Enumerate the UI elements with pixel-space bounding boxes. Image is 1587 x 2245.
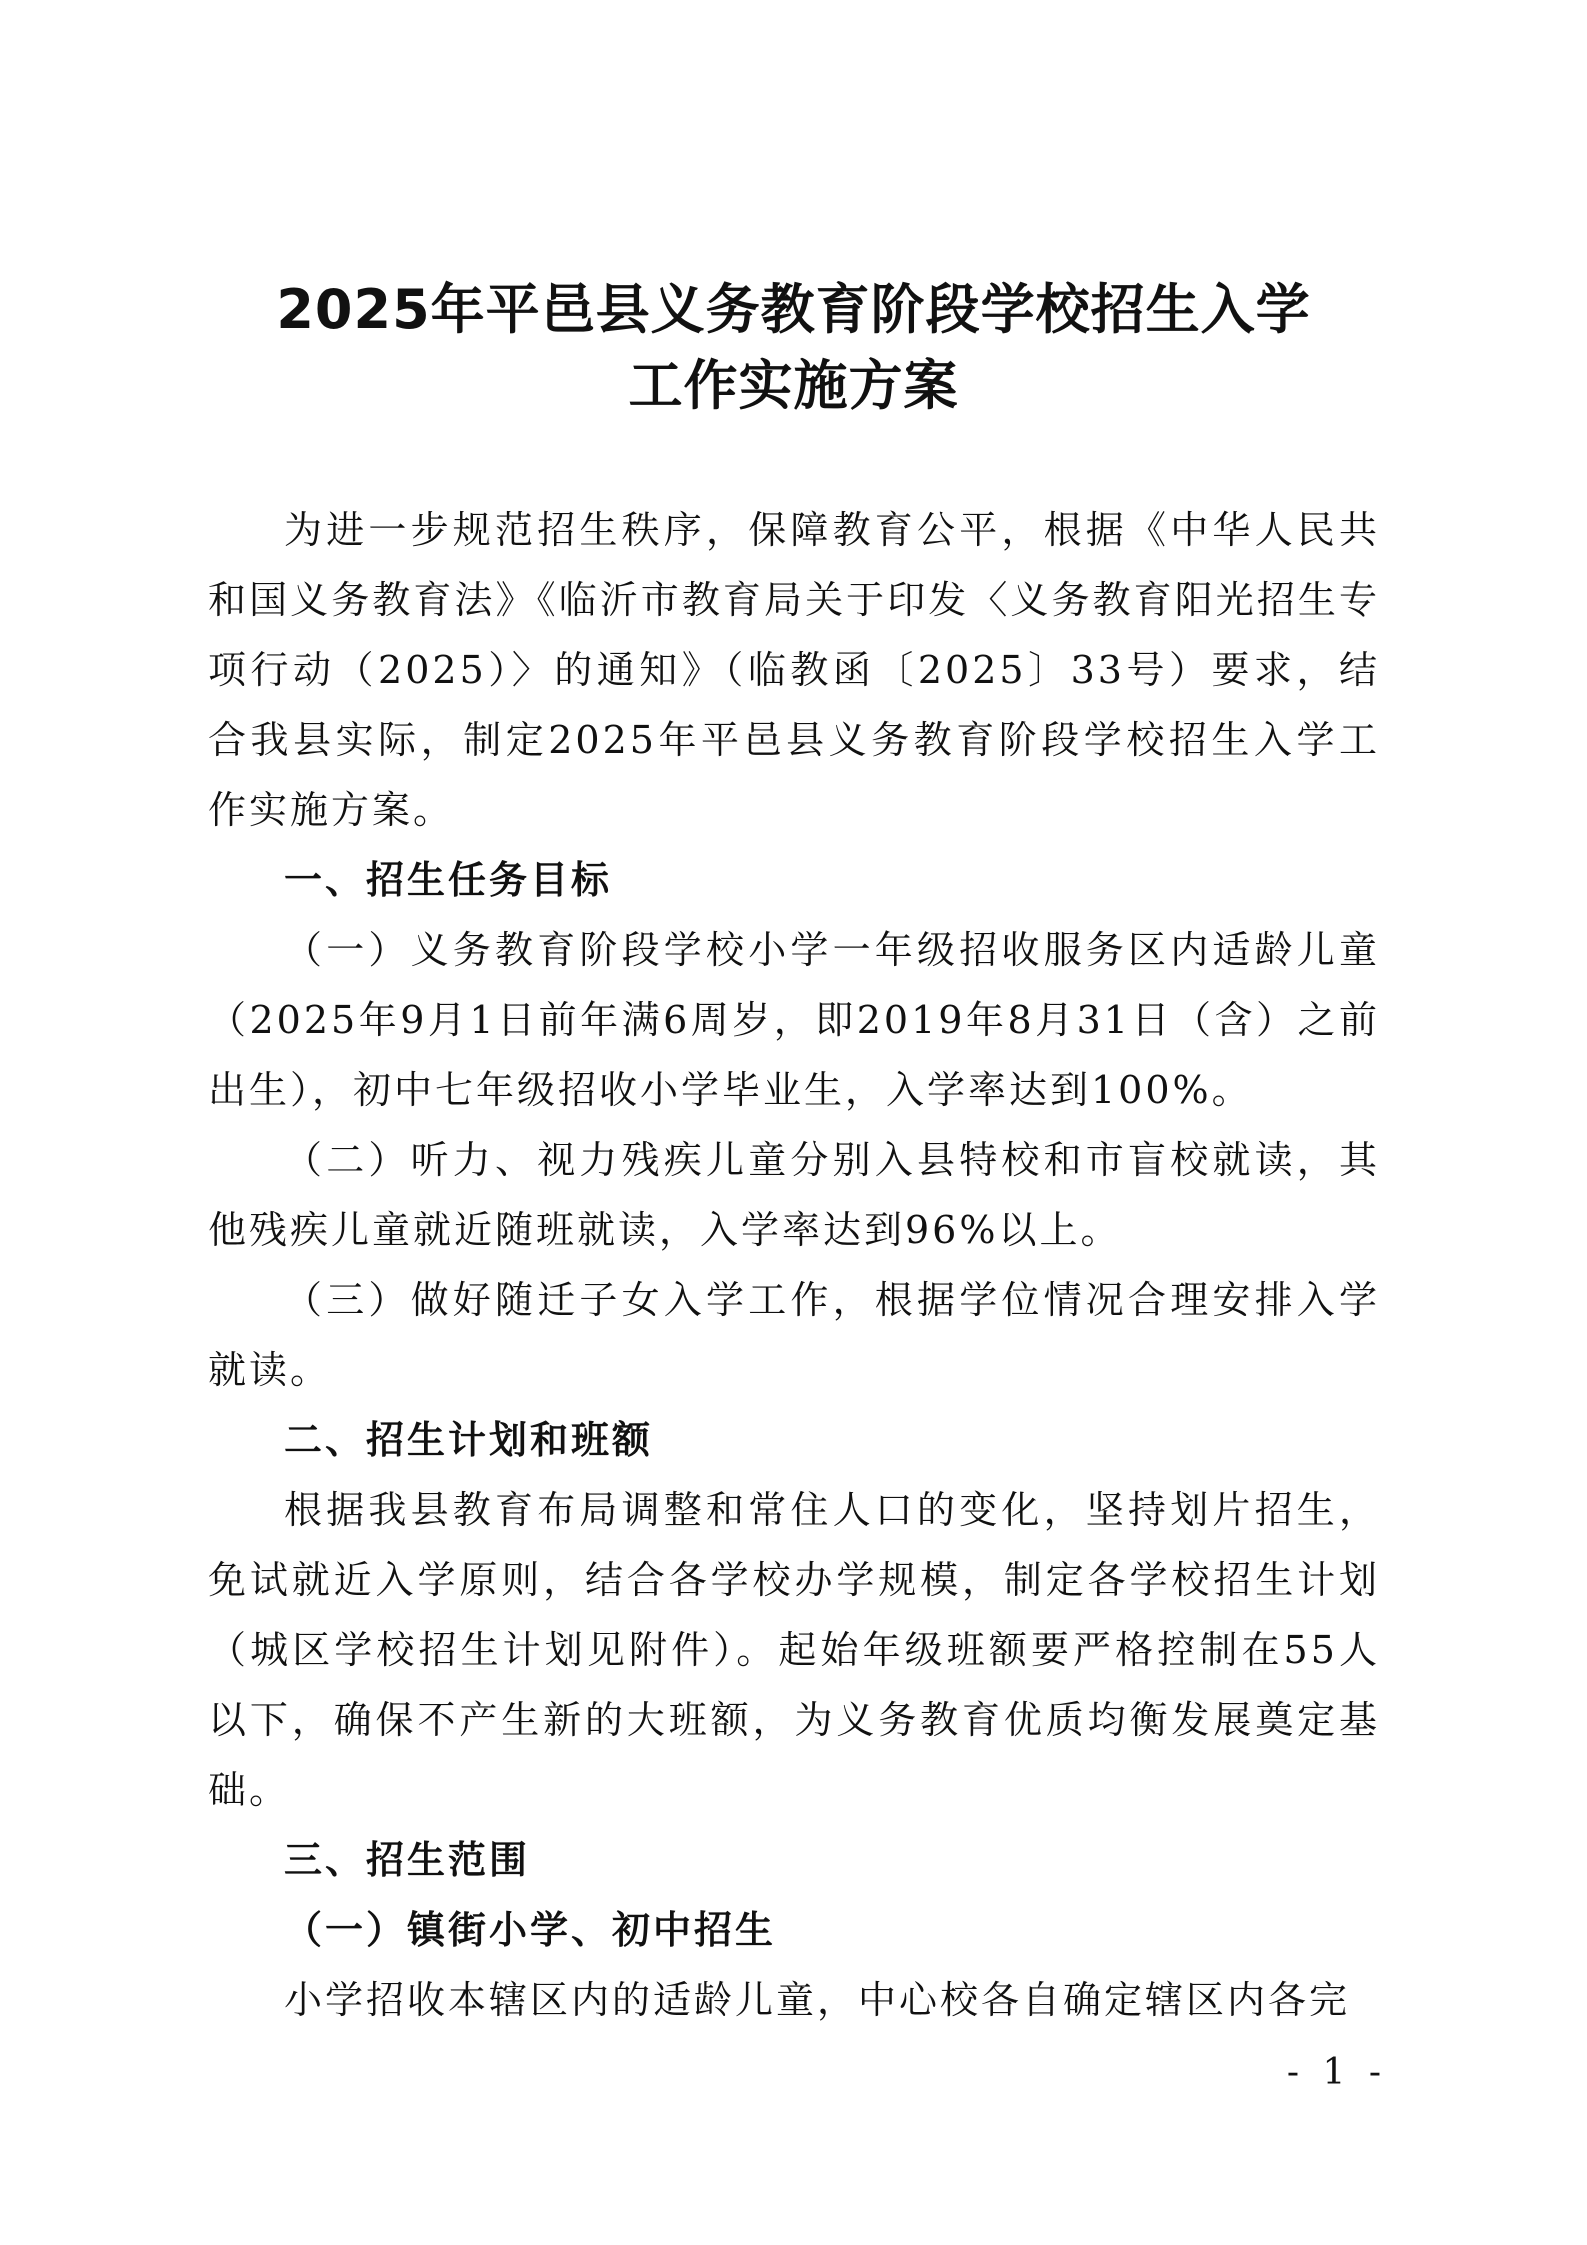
document-title-line-1: 2025年平邑县义务教育阶段学校招生入学 [276,278,1311,341]
intro-paragraph: 为进一步规范招生秩序，保障教育公平，根据《中华人民共和国义务教育法》《临沂市教育局关于印发〈义务教育阳光招生专项行动（2025）〉的通知》（临教函〔2025〕33号）要求，结合我县实际，制定2025年平邑县义务教育阶段学校招生入学工作实施方案。 [208,508,1380,832]
page-number: - 1 - [1286,2052,1387,2093]
section-2-heading: 二、招生计划和班额 [284,1418,654,1462]
section-3-subheading-1: （一）镇街小学、初中招生 [284,1907,777,1952]
section-1-heading: 一、招生任务目标 [284,858,613,902]
section-1-item-3: （三）做好随迁子女入学工作，根据学位情况合理安排入学就读。 [208,1278,1380,1392]
document-body [208,495,1380,2035]
section-1-item-1: （一）义务教育阶段学校小学一年级招收服务区内适龄儿童（2025年9月1日前年满6周岁，即2019年8月31日（含）之前出生），初中七年级招收小学毕业生，入学率达到100%。 [208,928,1380,1112]
section-3-heading: 三、招生范围 [284,1838,531,1882]
section-1-item-2: （二）听力、视力残疾儿童分别入县特校和市盲校就读，其他残疾儿童就近随班就读，入学率达到96%以上。 [208,1138,1380,1252]
section-3-paragraph: 小学招收本辖区内的适龄儿童，中心校各自确定辖区内各完 [284,1978,1351,2022]
section-2-paragraph: 根据我县教育布局调整和常住人口的变化，坚持划片招生，免试就近入学原则，结合各学校办学规模，制定各学校招生计划（城区学校招生计划见附件）。起始年级班额要严格控制在55人以下，确保不产生新的大班额，为义务教育优质均衡发展奠定基础。 [208,1488,1380,1812]
document-title-line-2: 工作实施方案 [628,354,959,417]
